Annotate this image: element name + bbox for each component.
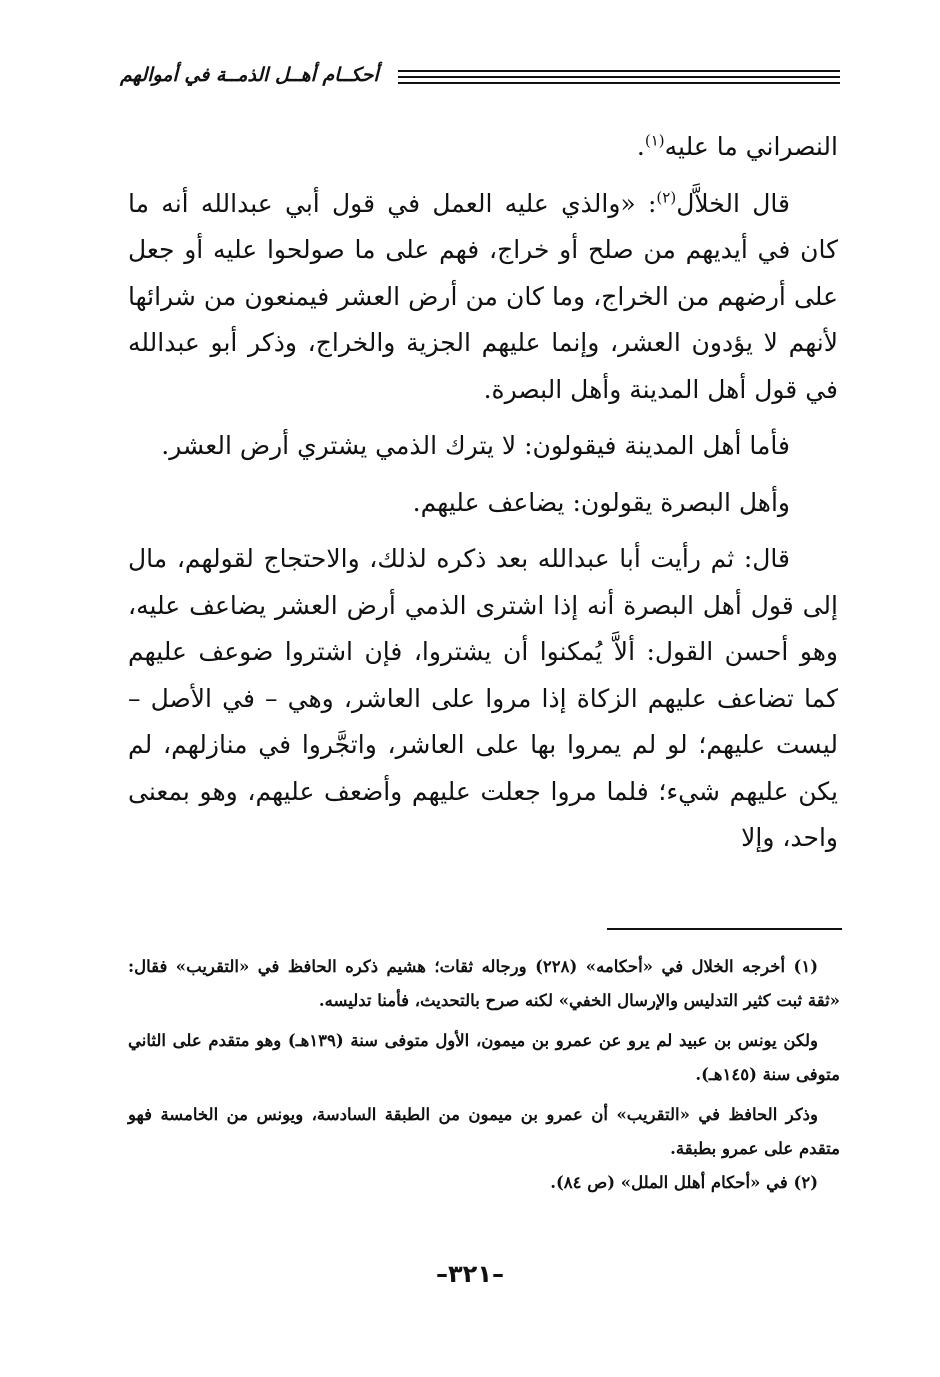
footnote-1: (١) أخرجه الخلال في «أحكامه» (٢٢٨) ورجاله ثقات؛ هشيم ذكره الحافظ في «التقريب» فقال: «ثقة ثبت كثير التدليس والإرسال الخفي» لكنه صرح بالتحديث، فأمنا تدليسه. xyxy=(128,957,840,1010)
paragraph-2-lead: قال الخلاَّل xyxy=(676,188,790,218)
main-text xyxy=(128,124,838,862)
footnote-ref-1: (١) xyxy=(644,131,665,150)
header-rule-middle xyxy=(398,76,840,78)
footnote-1-note: وذكر الحافظ في «التقريب» أن عمرو بن ميمون من الطبقة السادسة، ويونس من الخامسة فهو متقدم على عمرو بطبقة. xyxy=(128,1105,840,1158)
footnote-2: (٢) في «أحكام أهلل الملل» (ص ٨٤). xyxy=(550,1173,818,1192)
paragraph-3: فأما أهل المدينة فيقولون: لا يترك الذمي يشتري أرض العشر. xyxy=(161,431,790,460)
paragraph-5: قال: ثم رأيت أبا عبدالله بعد ذكره لذلك، والاحتجاج لقولهم، مال إلى قول أهل البصرة أنه إذا اشترى الذمي أرض العشر يضاعف عليه، وهو أحسن القول: ألاَّ يُمكنوا أن يشتروا، فإن اشتروا ضوعف عليهم كما تضاعف عليهم الزكاة إذا مروا على العاشر، وهي – في الأصل – ليست عليهم؛ لو لم يمروا بها على العاشر، واتجَّروا في منازلهم، لم يكن عليهم شيء؛ فلما مروا جعلت عليهم وأضعف عليهم، وهو بمعنى واحد، وإلا xyxy=(128,544,838,852)
header-rule-bottom xyxy=(398,82,840,84)
paragraph-1-tail: . xyxy=(636,132,645,161)
paragraph-2 xyxy=(128,181,838,414)
footnote-separator xyxy=(607,928,842,930)
paragraph-2-text: : «والذي عليه العمل في قول أبي عبدالله أنه ما كان في أيديهم من صلح أو خراج، فهم على ما صولحوا عليه أو جعل على أرضهم من الخراج، وما كان من أرض العشر فيمنعون من شرائها لأنهم لا يؤدون العشر، وإنما عليهم الجزية والخراج، وذكر أبو عبدالله في قول أهل المدينة وأهل البصرة. xyxy=(128,188,838,404)
header-title: أحكــام أهــل الذمــة في أموالهم xyxy=(120,64,379,86)
footnote-ref-2: (٢) xyxy=(656,188,677,207)
footnotes xyxy=(128,950,840,1200)
page-number: –٣٢١– xyxy=(436,1260,504,1288)
running-header xyxy=(120,62,840,94)
paragraph-4: وأهل البصرة يقولون: يضاعف عليهم. xyxy=(412,487,790,517)
footnote-1-continued: ولكن يونس بن عبيد لم يرو عن عمرو بن ميمون، الأول متوفى سنة (١٣٩هـ) وهو متقدم على الثاني متوفى سنة (١٤٥هـ). xyxy=(128,1031,840,1084)
header-rule-top xyxy=(398,70,840,72)
paragraph-1-text: النصراني ما عليه xyxy=(664,132,838,161)
paragraph-1 xyxy=(128,124,838,171)
